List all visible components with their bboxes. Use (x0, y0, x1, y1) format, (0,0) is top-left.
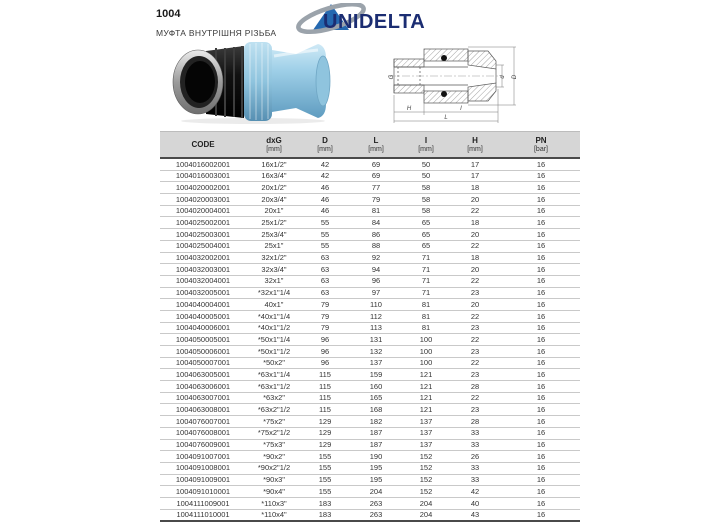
table-cell: 18 (448, 217, 502, 229)
product-photo (168, 38, 334, 124)
fitting-bore (185, 61, 215, 103)
table-cell: 1004016003001 (160, 170, 246, 182)
table-cell: 155 (302, 451, 348, 463)
table-row (160, 509, 580, 521)
table-row (160, 310, 580, 322)
dim-label-d-big: D (512, 74, 518, 80)
table-row (160, 486, 580, 498)
table-cell: 187 (348, 427, 404, 439)
table-cell: 79 (302, 322, 348, 334)
table-cell: 16 (502, 369, 580, 381)
table-cell: 16 (502, 462, 580, 474)
table-cell: 18 (448, 182, 502, 194)
table-cell: 33 (448, 439, 502, 451)
table-cell: *75x2"1/2 (246, 427, 302, 439)
table-row (160, 217, 580, 229)
table-cell: 26 (448, 451, 502, 463)
table-cell: 1004091009001 (160, 474, 246, 486)
drawing-nut-bottom-wall (468, 83, 496, 101)
table-cell: 20 (448, 264, 502, 276)
table-cell: 32x1/2" (246, 252, 302, 264)
table-cell: 22 (448, 240, 502, 252)
table-row (160, 346, 580, 358)
table-cell: 168 (348, 404, 404, 416)
table-cell: 1004025004001 (160, 240, 246, 252)
column-header-code: CODE (160, 132, 246, 159)
table-cell: *90x2"1/2 (246, 462, 302, 474)
table-row (160, 252, 580, 264)
table-row (160, 439, 580, 451)
table-cell: 263 (348, 497, 404, 509)
table-cell: 112 (348, 310, 404, 322)
table-cell: 96 (348, 275, 404, 287)
dim-label-i: I (460, 106, 462, 112)
table-cell: 1004111009001 (160, 497, 246, 509)
table-cell: 159 (348, 369, 404, 381)
table-cell: 20x3/4" (246, 194, 302, 206)
table-cell: 20 (448, 229, 502, 241)
table-cell: 22 (448, 392, 502, 404)
table-cell: 25x1" (246, 240, 302, 252)
table-cell: 42 (448, 486, 502, 498)
table-cell: *90x3" (246, 474, 302, 486)
table-cell: 23 (448, 404, 502, 416)
table-cell: 100 (404, 357, 448, 369)
table-cell: 16 (502, 404, 580, 416)
table-cell: 88 (348, 240, 404, 252)
spec-table-head-row (160, 132, 580, 159)
table-cell: 100 (404, 346, 448, 358)
table-cell: 43 (448, 509, 502, 521)
table-cell: 69 (348, 170, 404, 182)
product-title: МУФТА ВНУТРІШНЯ РІЗЬБА (156, 28, 277, 38)
table-cell: 20 (448, 194, 502, 206)
table-cell: 263 (348, 509, 404, 521)
table-cell: 79 (302, 310, 348, 322)
table-cell: 1004076009001 (160, 439, 246, 451)
dim-label-l: L (444, 115, 448, 121)
table-cell: 96 (302, 357, 348, 369)
product-code: 1004 (156, 8, 181, 20)
table-cell: 50 (404, 158, 448, 170)
table-cell: 32x3/4" (246, 264, 302, 276)
table-row (160, 182, 580, 194)
table-cell: 96 (302, 334, 348, 346)
table-cell: 129 (302, 427, 348, 439)
drawing-socket-top-wall (394, 59, 424, 67)
table-cell: 1004020003001 (160, 194, 246, 206)
table-cell: *75x2" (246, 416, 302, 428)
table-row (160, 240, 580, 252)
column-header-dxg: dxG [mm] (246, 132, 302, 159)
table-row (160, 264, 580, 276)
table-cell: 152 (404, 474, 448, 486)
table-cell: *50x2" (246, 357, 302, 369)
table-cell: 63 (302, 264, 348, 276)
table-cell: 65 (404, 240, 448, 252)
table-cell: 58 (404, 182, 448, 194)
table-cell: 1004050007001 (160, 357, 246, 369)
table-cell: 121 (404, 392, 448, 404)
table-cell: 115 (302, 392, 348, 404)
table-cell: 16 (502, 474, 580, 486)
table-cell: 16 (502, 240, 580, 252)
table-cell: 183 (302, 497, 348, 509)
table-row (160, 462, 580, 474)
table-row (160, 392, 580, 404)
table-row (160, 158, 580, 170)
table-cell: 71 (404, 252, 448, 264)
table-row (160, 322, 580, 334)
table-cell: 137 (348, 357, 404, 369)
table-cell: 79 (348, 194, 404, 206)
table-cell: 96 (302, 346, 348, 358)
table-cell: 16 (502, 205, 580, 217)
table-cell: 137 (404, 416, 448, 428)
table-cell: *40x1"1/2 (246, 322, 302, 334)
table-cell: 16 (502, 486, 580, 498)
table-row (160, 474, 580, 486)
table-cell: 129 (302, 439, 348, 451)
table-row (160, 170, 580, 182)
table-cell: 25x3/4" (246, 229, 302, 241)
table-row (160, 334, 580, 346)
table-cell: 1004091007001 (160, 451, 246, 463)
table-cell: 187 (348, 439, 404, 451)
table-cell: 155 (302, 474, 348, 486)
table-cell: 121 (404, 381, 448, 393)
table-cell: 42 (302, 170, 348, 182)
table-cell: 58 (404, 205, 448, 217)
column-header-pn: PN [bar] (502, 132, 580, 159)
table-cell: 1004032003001 (160, 264, 246, 276)
table-cell: 132 (348, 346, 404, 358)
table-cell: *63x1"1/4 (246, 369, 302, 381)
table-cell: 115 (302, 381, 348, 393)
table-cell: 23 (448, 369, 502, 381)
table-cell: 16 (502, 416, 580, 428)
drawing-nut-top-wall (468, 51, 496, 69)
table-row (160, 381, 580, 393)
table-cell: 1004063008001 (160, 404, 246, 416)
table-cell: 63 (302, 252, 348, 264)
table-cell: 1004063005001 (160, 369, 246, 381)
table-cell: 65 (404, 229, 448, 241)
table-cell: 16 (502, 322, 580, 334)
table-cell: 16 (502, 252, 580, 264)
table-cell: 1004091008001 (160, 462, 246, 474)
table-cell: 16 (502, 310, 580, 322)
table-cell: 46 (302, 182, 348, 194)
table-row (160, 194, 580, 206)
table-cell: 50 (404, 170, 448, 182)
table-cell: 16 (502, 497, 580, 509)
table-cell: 160 (348, 381, 404, 393)
table-cell: 195 (348, 462, 404, 474)
table-cell: 113 (348, 322, 404, 334)
dim-label-g: G (389, 74, 395, 80)
table-cell: 40x1" (246, 299, 302, 311)
table-row (160, 416, 580, 428)
table-cell: 81 (404, 310, 448, 322)
table-cell: 1004091010001 (160, 486, 246, 498)
table-cell: 16 (502, 334, 580, 346)
table-cell: 1004063007001 (160, 392, 246, 404)
table-row (160, 369, 580, 381)
table-cell: 16 (502, 392, 580, 404)
table-cell: *32x1"1/4 (246, 287, 302, 299)
table-cell: 121 (404, 404, 448, 416)
table-cell: 22 (448, 334, 502, 346)
table-cell: 17 (448, 170, 502, 182)
table-cell: 17 (448, 158, 502, 170)
table-cell: 16 (502, 217, 580, 229)
table-cell: 183 (302, 509, 348, 521)
table-cell: 1004025003001 (160, 229, 246, 241)
table-row (160, 451, 580, 463)
table-cell: 16x1/2" (246, 158, 302, 170)
table-cell: 55 (302, 240, 348, 252)
table-cell: 46 (302, 194, 348, 206)
table-cell: 18 (448, 252, 502, 264)
table-cell: 71 (404, 264, 448, 276)
table-cell: 65 (404, 217, 448, 229)
table-cell: 55 (302, 217, 348, 229)
table-row (160, 287, 580, 299)
table-cell: 16 (502, 509, 580, 521)
table-cell: 20x1" (246, 205, 302, 217)
table-cell: 16 (502, 158, 580, 170)
table-cell: 1004020002001 (160, 182, 246, 194)
table-cell: 1004040006001 (160, 322, 246, 334)
table-cell: 77 (348, 182, 404, 194)
table-cell: 16 (502, 346, 580, 358)
table-cell: 28 (448, 416, 502, 428)
table-cell: 152 (404, 462, 448, 474)
technical-drawing (388, 29, 522, 129)
table-cell: *50x1"1/4 (246, 334, 302, 346)
table-row (160, 229, 580, 241)
table-cell: 46 (302, 205, 348, 217)
table-cell: 16 (502, 299, 580, 311)
table-cell: 16 (502, 182, 580, 194)
table-cell: 20 (448, 299, 502, 311)
table-cell: 63 (302, 275, 348, 287)
table-cell: 16 (502, 264, 580, 276)
table-cell: 23 (448, 346, 502, 358)
table-row (160, 427, 580, 439)
table-cell: 69 (348, 158, 404, 170)
table-cell: 110 (348, 299, 404, 311)
table-cell: 1004032004001 (160, 275, 246, 287)
table-cell: 81 (404, 299, 448, 311)
table-cell: 190 (348, 451, 404, 463)
dim-label-h: H (406, 106, 412, 112)
table-cell: 204 (404, 497, 448, 509)
table-cell: *63x1"1/2 (246, 381, 302, 393)
table-cell: *110x3" (246, 497, 302, 509)
table-cell: 137 (404, 439, 448, 451)
table-cell: 84 (348, 217, 404, 229)
table-cell: 22 (448, 357, 502, 369)
brand-name: UNIDELTA (323, 11, 426, 33)
table-cell: 16 (502, 439, 580, 451)
table-cell: *40x1"1/4 (246, 310, 302, 322)
table-cell: 32x1" (246, 275, 302, 287)
table-cell: 16x3/4" (246, 170, 302, 182)
table-cell: 182 (348, 416, 404, 428)
table-cell: 16 (502, 170, 580, 182)
table-cell: 1004032002001 (160, 252, 246, 264)
column-header-d: D [mm] (302, 132, 348, 159)
table-cell: 86 (348, 229, 404, 241)
drawing-oring-top (441, 55, 447, 61)
drawing-socket-bottom-wall (394, 85, 424, 93)
table-cell: 1004076008001 (160, 427, 246, 439)
table-cell: 1004032005001 (160, 287, 246, 299)
table-cell: 1004040005001 (160, 310, 246, 322)
table-cell: 16 (502, 381, 580, 393)
table-cell: 23 (448, 322, 502, 334)
table-cell: 115 (302, 369, 348, 381)
table-cell: 100 (404, 334, 448, 346)
table-cell: 97 (348, 287, 404, 299)
table-row (160, 357, 580, 369)
table-cell: 33 (448, 474, 502, 486)
table-cell: 1004050006001 (160, 346, 246, 358)
table-cell: 165 (348, 392, 404, 404)
table-cell: *90x4" (246, 486, 302, 498)
table-row (160, 497, 580, 509)
table-row (160, 275, 580, 287)
table-cell: 16 (502, 451, 580, 463)
table-cell: 16 (502, 427, 580, 439)
table-cell: 1004076007001 (160, 416, 246, 428)
table-cell: 63 (302, 287, 348, 299)
table-cell: 155 (302, 462, 348, 474)
table-cell: 204 (404, 509, 448, 521)
table-cell: *63x2" (246, 392, 302, 404)
table-cell: 195 (348, 474, 404, 486)
table-cell: 16 (502, 194, 580, 206)
table-cell: 1004111010001 (160, 509, 246, 521)
table-cell: 22 (448, 310, 502, 322)
table-row (160, 205, 580, 217)
table-cell: 131 (348, 334, 404, 346)
table-cell: 137 (404, 427, 448, 439)
table-cell: *50x1"1/2 (246, 346, 302, 358)
table-cell: 16 (502, 275, 580, 287)
table-cell: 204 (348, 486, 404, 498)
table-cell: 1004025002001 (160, 217, 246, 229)
table-cell: 152 (404, 451, 448, 463)
table-cell: 1004050005001 (160, 334, 246, 346)
table-cell: 121 (404, 369, 448, 381)
table-cell: 1004063006001 (160, 381, 246, 393)
table-cell: *63x2"1/2 (246, 404, 302, 416)
table-cell: 71 (404, 287, 448, 299)
table-cell: 152 (404, 486, 448, 498)
spec-table-body (160, 158, 580, 521)
table-cell: 23 (448, 287, 502, 299)
table-cell: 55 (302, 229, 348, 241)
title-block (156, 8, 276, 38)
spec-table (160, 131, 580, 522)
dim-label-d-small: d (500, 75, 506, 79)
table-cell: *110x4" (246, 509, 302, 521)
table-cell: 92 (348, 252, 404, 264)
table-cell: 1004016002001 (160, 158, 246, 170)
table-cell: 115 (302, 404, 348, 416)
table-cell: 22 (448, 275, 502, 287)
table-cell: 33 (448, 427, 502, 439)
table-cell: *75x3" (246, 439, 302, 451)
table-cell: 1004040004001 (160, 299, 246, 311)
table-cell: 16 (502, 287, 580, 299)
fitting-end-cap (316, 56, 330, 106)
table-cell: *90x2" (246, 451, 302, 463)
column-header-l: L [mm] (348, 132, 404, 159)
table-cell: 94 (348, 264, 404, 276)
table-cell: 71 (404, 275, 448, 287)
table-cell: 42 (302, 158, 348, 170)
table-row (160, 299, 580, 311)
table-row (160, 404, 580, 416)
table-cell: 40 (448, 497, 502, 509)
table-cell: 1004020004001 (160, 205, 246, 217)
table-cell: 16 (502, 357, 580, 369)
column-header-i: I [mm] (404, 132, 448, 159)
table-cell: 25x1/2" (246, 217, 302, 229)
table-cell: 155 (302, 486, 348, 498)
table-cell: 129 (302, 416, 348, 428)
drawing-oring-bottom (441, 91, 447, 97)
table-cell: 81 (404, 322, 448, 334)
column-header-h: H [mm] (448, 132, 502, 159)
table-cell: 33 (448, 462, 502, 474)
table-cell: 79 (302, 299, 348, 311)
table-cell: 58 (404, 194, 448, 206)
table-cell: 20x1/2" (246, 182, 302, 194)
spec-table-head (160, 132, 580, 159)
table-cell: 28 (448, 381, 502, 393)
table-cell: 22 (448, 205, 502, 217)
table-cell: 81 (348, 205, 404, 217)
table-cell: 16 (502, 229, 580, 241)
